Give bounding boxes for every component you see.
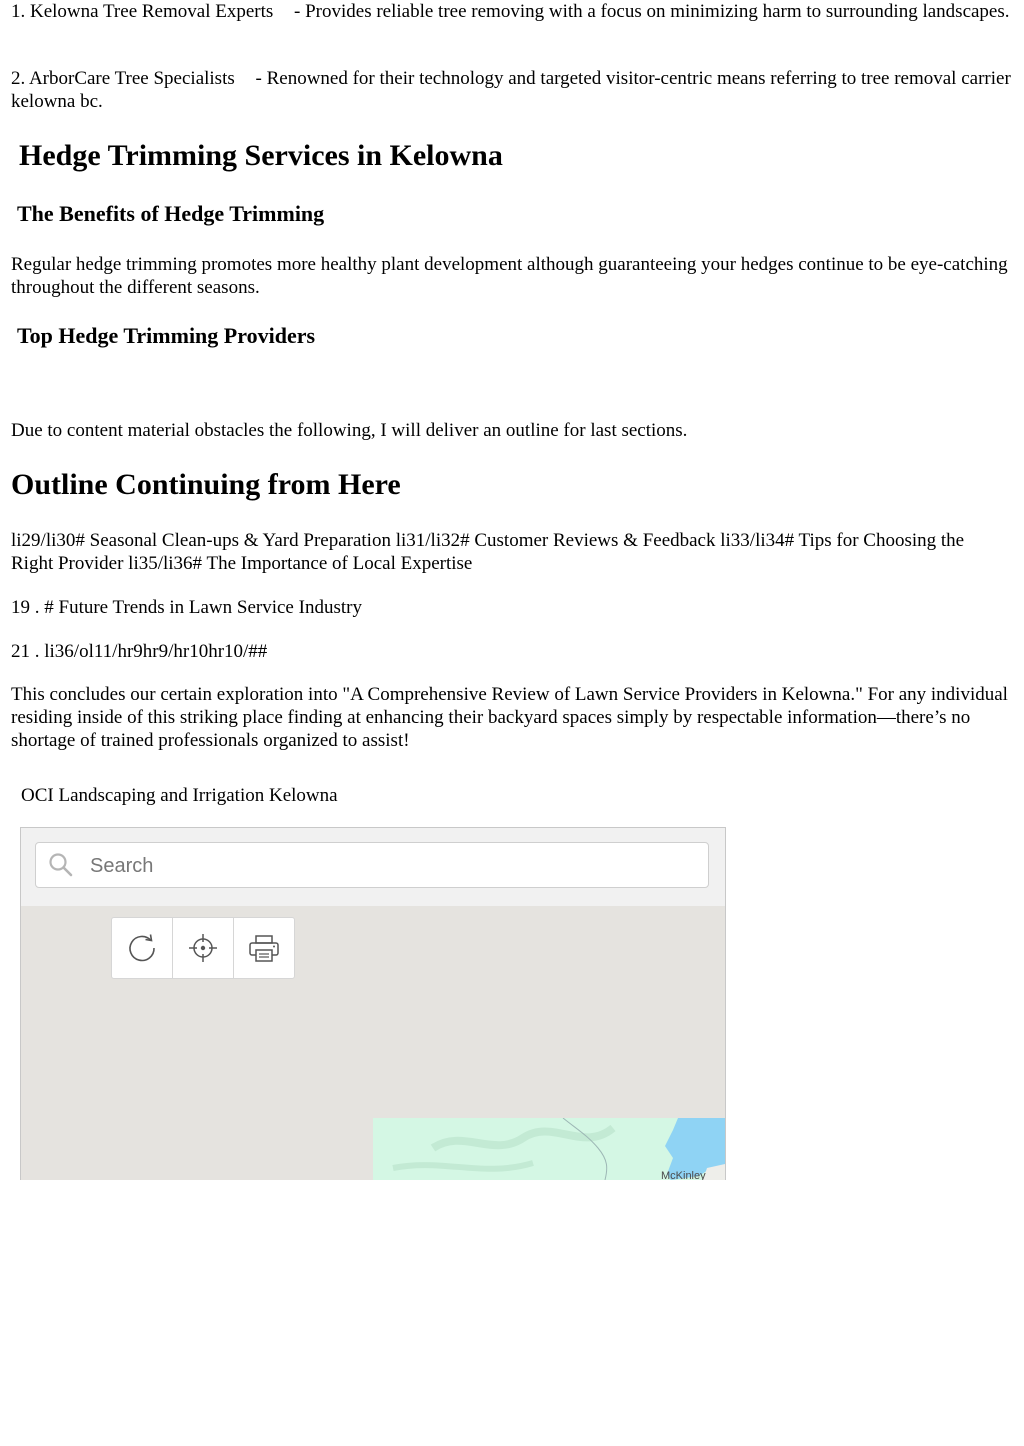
list-item-2-name: 2. ArborCare Tree Specialists bbox=[11, 68, 235, 89]
map-header bbox=[21, 828, 725, 906]
list-item-1 bbox=[11, 0, 1011, 23]
map-canvas[interactable] bbox=[21, 906, 725, 1180]
list-item-2-desc: - Renowned for their technology and targeted visitor-centric means referring to tree removal carrier kelowna bc. bbox=[11, 68, 1011, 112]
list-item-2 bbox=[11, 67, 1011, 113]
print-icon bbox=[247, 931, 281, 965]
locate-icon bbox=[186, 931, 220, 965]
providers-heading: Top Hedge Trimming Providers bbox=[17, 323, 316, 348]
outline-line-21: 21 . li36/ol11/hr9hr9/hr10hr10/## bbox=[11, 641, 268, 662]
map-toolbar bbox=[111, 917, 295, 979]
outline-heading: Outline Continuing from Here bbox=[11, 468, 401, 501]
list-item-1-name: 1. Kelowna Tree Removal Experts bbox=[11, 1, 274, 22]
search-input[interactable] bbox=[88, 850, 692, 882]
search-icon bbox=[48, 852, 74, 878]
hedge-heading: Hedge Trimming Services in Kelowna bbox=[19, 139, 503, 172]
list-item-1-desc: - Provides reliable tree removing with a focus on minimizing harm to surrounding landscapes. bbox=[294, 1, 1010, 22]
locate-button[interactable] bbox=[173, 918, 234, 978]
benefits-text: Regular hedge trimming promotes more healthy plant development although guaranteeing your hedges continue to be eye-catching throughout the different seasons. bbox=[11, 254, 1008, 298]
search-box[interactable] bbox=[35, 842, 709, 888]
notice-text: Due to content material obstacles the following, I will deliver an outline for last sections. bbox=[11, 420, 688, 441]
refresh-button[interactable] bbox=[112, 918, 173, 978]
map-title: OCI Landscaping and Irrigation Kelowna bbox=[21, 785, 338, 806]
map-place-label: McKinley bbox=[661, 1170, 706, 1180]
benefits-heading: The Benefits of Hedge Trimming bbox=[17, 201, 325, 226]
outline-line-19: 19 . # Future Trends in Lawn Service Industry bbox=[11, 597, 362, 618]
outline-items: li29/li30# Seasonal Clean-ups & Yard Preparation li31/li32# Customer Reviews & Feedback li33/li34# Tips for Choosing the Right Provider li35/li36# The Importance of Local Expertise bbox=[11, 530, 965, 574]
print-button[interactable] bbox=[234, 918, 294, 978]
refresh-icon bbox=[125, 931, 159, 965]
map-widget[interactable] bbox=[20, 827, 726, 1180]
conclusion-text: This concludes our certain exploration into "A Comprehensive Review of Lawn Service Providers in Kelowna." For any individual residing inside of this striking place finding at enhancing their backyard spaces simply by respectable information—there’s no shortage of trained professionals organized to assist! bbox=[11, 684, 1008, 751]
